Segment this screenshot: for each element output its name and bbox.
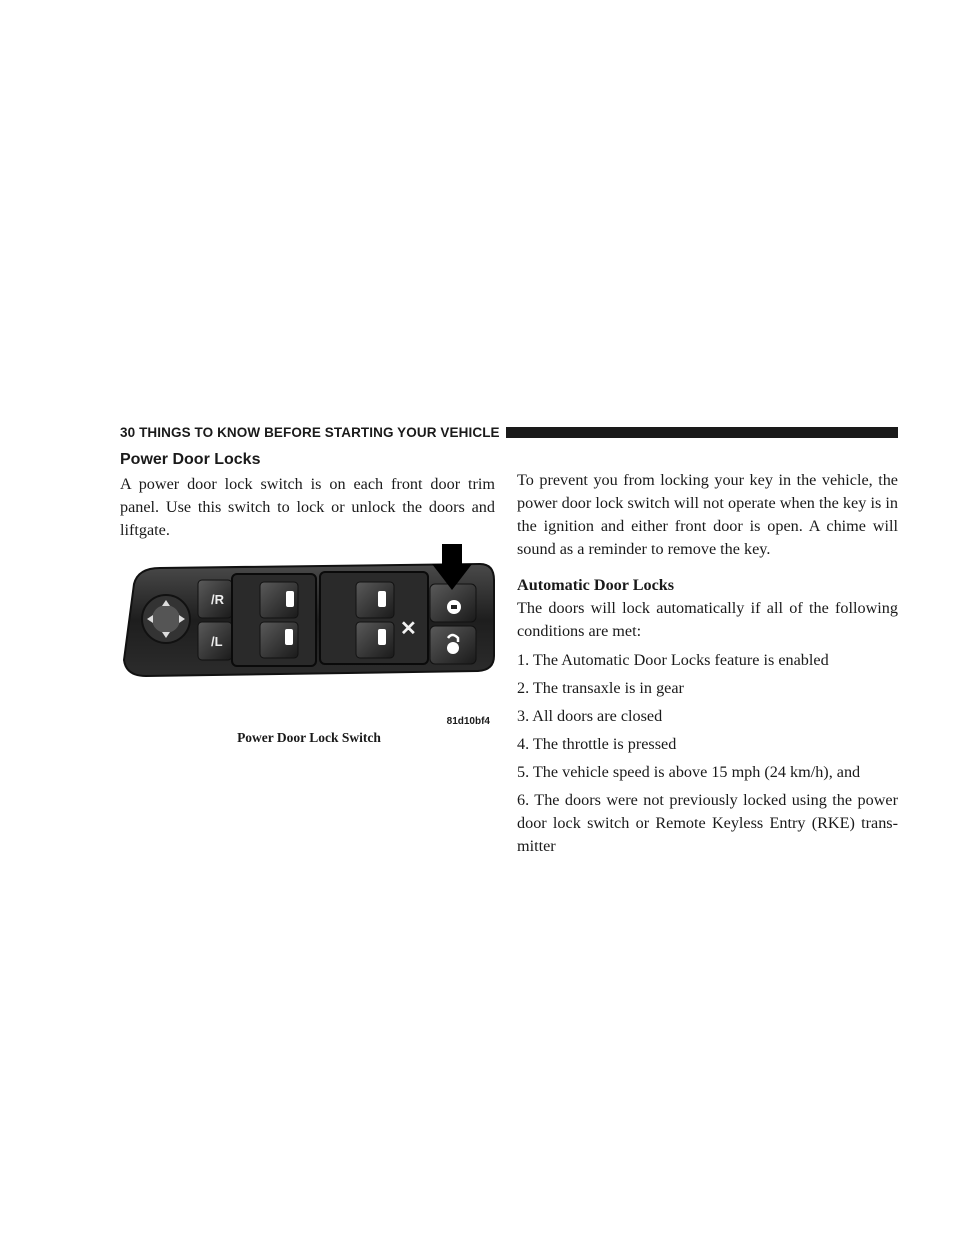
svg-text:✕: ✕ [400, 618, 417, 640]
subsection-heading: Automatic Door Locks [517, 576, 675, 594]
intro-paragraph: A power door lock switch is on each front door trim panel. Use this switch to lock or unlock the doors and liftgate. [120, 475, 495, 539]
condition-item: 6. The doors were not previously locked using the power door lock switch or Remote Keyless Entry (RKE) trans-mitter [517, 791, 898, 855]
right-column [517, 469, 898, 858]
condition-item: 2. The transaxle is in gear [517, 679, 684, 697]
condition-item: 5. The vehicle speed is above 15 mph (24 km/h), and [517, 763, 861, 781]
running-header [120, 422, 898, 442]
condition-item: 1. The Automatic Door Locks feature is enabled [517, 651, 829, 669]
header-title: THINGS TO KNOW BEFORE STARTING YOUR VEHICLE [139, 424, 500, 440]
section-heading: Power Door Locks [120, 451, 261, 468]
door-switch-panel-illustration [120, 544, 498, 714]
page-number: 30 [120, 424, 136, 440]
condition-item: 3. All doors are closed [517, 707, 663, 725]
svg-text:/L: /L [211, 634, 223, 649]
header-text [120, 425, 500, 440]
condition-item: 4. The throttle is pressed [517, 735, 677, 753]
left-column [120, 451, 495, 542]
lock-switch-figure [120, 544, 498, 745]
figure-code: 81d10bf4 [446, 716, 490, 727]
header-rule [506, 427, 898, 438]
key-warning-paragraph: To prevent you from locking your key in the vehicle, the power door lock switch will not operate when the key is in the ignition and either front door is open. A chime will sound as a reminder to remove the key. [517, 471, 898, 558]
figure-caption: Power Door Lock Switch [237, 730, 381, 745]
conditions-lead: The doors will lock automatically if all of the following conditions are met: [517, 599, 898, 640]
svg-text:/R: /R [211, 592, 224, 607]
